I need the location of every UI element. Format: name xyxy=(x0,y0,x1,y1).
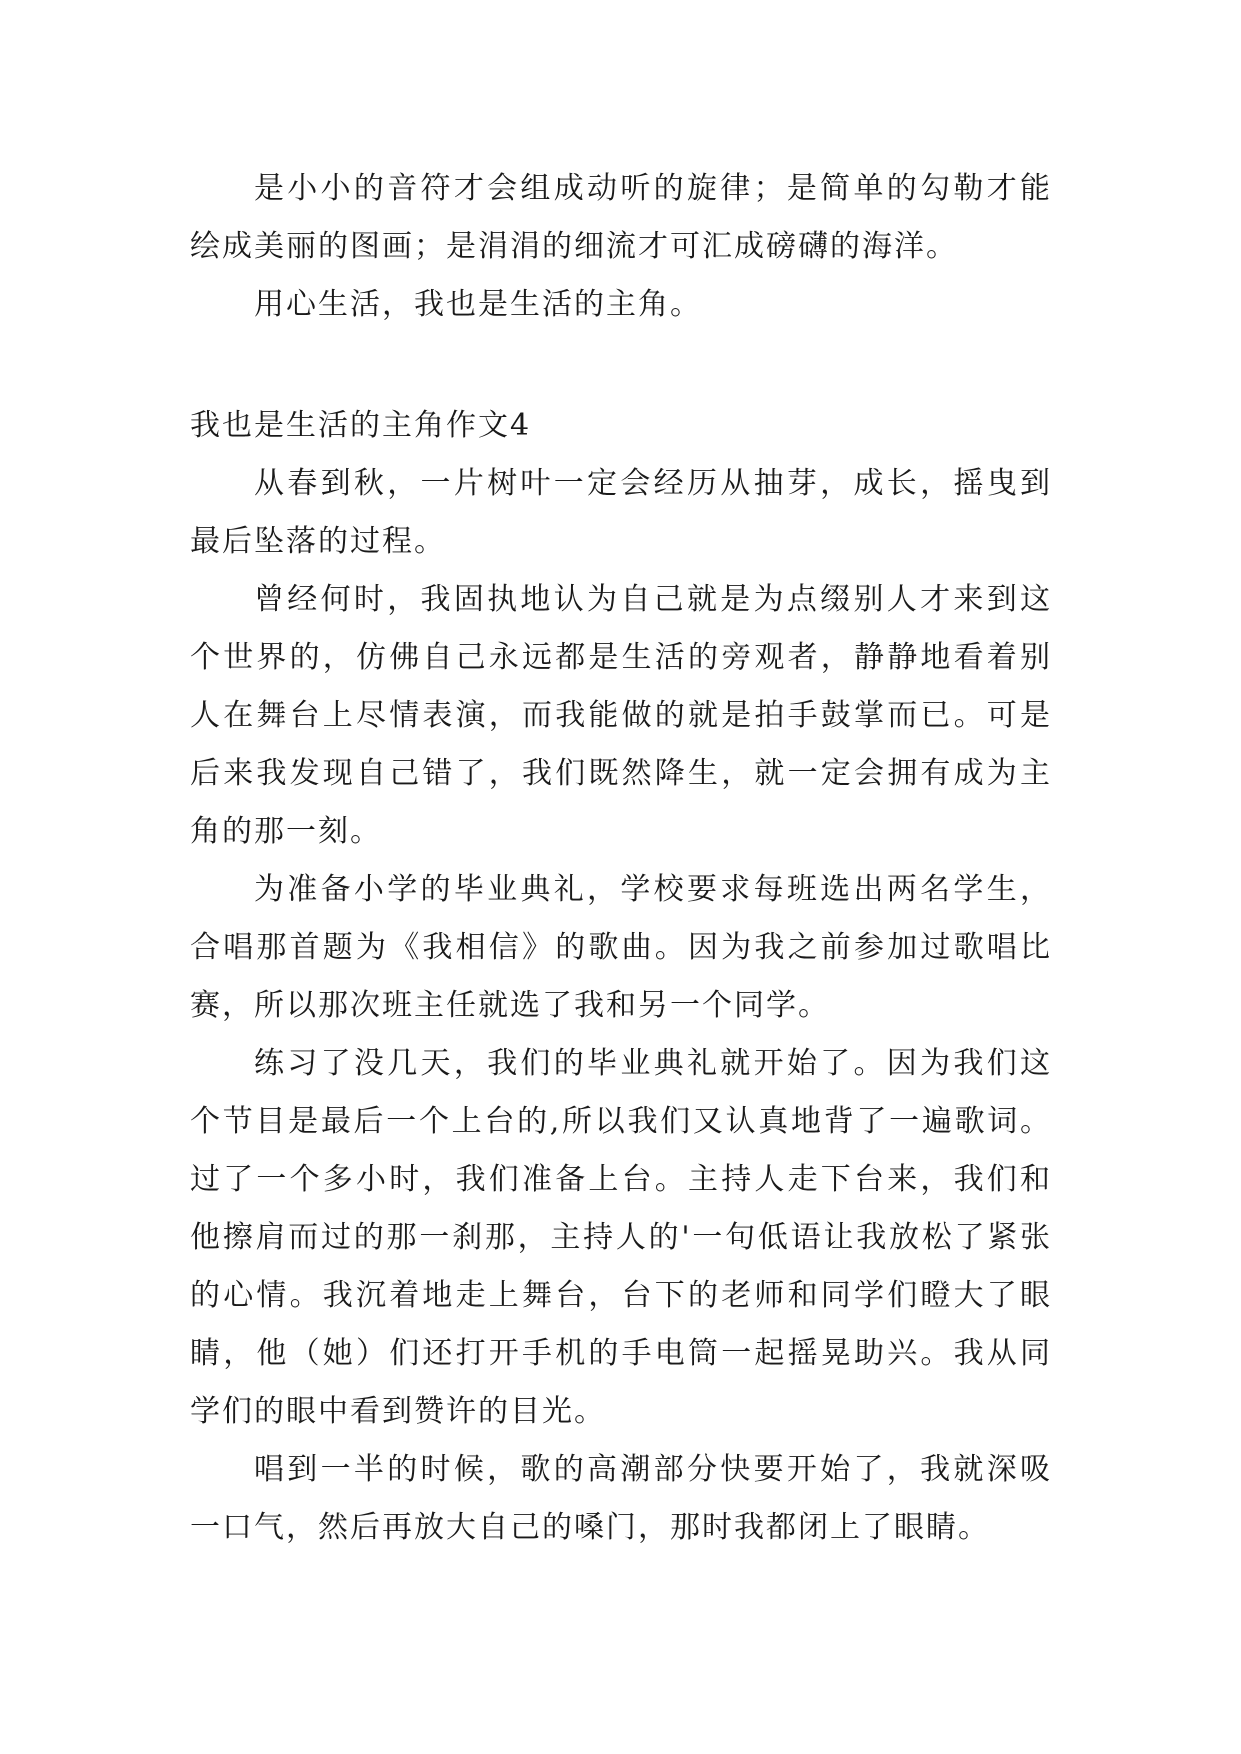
intro-section xyxy=(190,160,1052,334)
essay-paragraph-4: 练习了没几天，我们的毕业典礼就开始了。因为我们这个节目是最后一个上台的,所以我们又认真地背了一遍歌词。过了一个多小时，我们准备上台。主持人走下台来，我们和他擦肩而过的那一刹那，主持人的'一句低语让我放松了紧张的心情。我沉着地走上舞台，台下的老师和同学们瞪大了眼睛，他（她）们还打开手机的手电筒一起摇晃助兴。我从同学们的眼中看到赞许的目光。 xyxy=(190,1046,1052,1429)
essay-title: 我也是生活的主角作文4 xyxy=(190,408,532,443)
essay-section xyxy=(190,397,1052,1557)
intro-paragraph-2: 用心生活，我也是生活的主角。 xyxy=(254,287,702,322)
intro-paragraph-1: 是小小的音符才会组成动听的旋律；是简单的勾勒才能绘成美丽的图画；是涓涓的细流才可汇成磅礴的海洋。 xyxy=(190,171,1052,264)
essay-paragraph-3: 为准备小学的毕业典礼，学校要求每班选出两名学生，合唱那首题为《我相信》的歌曲。因为我之前参加过歌唱比赛，所以那次班主任就选了我和另一个同学。 xyxy=(190,872,1052,1023)
essay-paragraph-2: 曾经何时，我固执地认为自己就是为点缀别人才来到这个世界的，仿佛自己永远都是生活的旁观者，静静地看着别人在舞台上尽情表演，而我能做的就是拍手鼓掌而已。可是后来我发现自己错了，我们既然降生，就一定会拥有成为主角的那一刻。 xyxy=(190,582,1052,849)
essay-paragraph-1: 从春到秋，一片树叶一定会经历从抽芽，成长，摇曳到最后坠落的过程。 xyxy=(190,466,1052,559)
essay-paragraph-5: 唱到一半的时候，歌的高潮部分快要开始了，我就深吸一口气，然后再放大自己的嗓门，那时我都闭上了眼睛。 xyxy=(190,1452,1052,1545)
